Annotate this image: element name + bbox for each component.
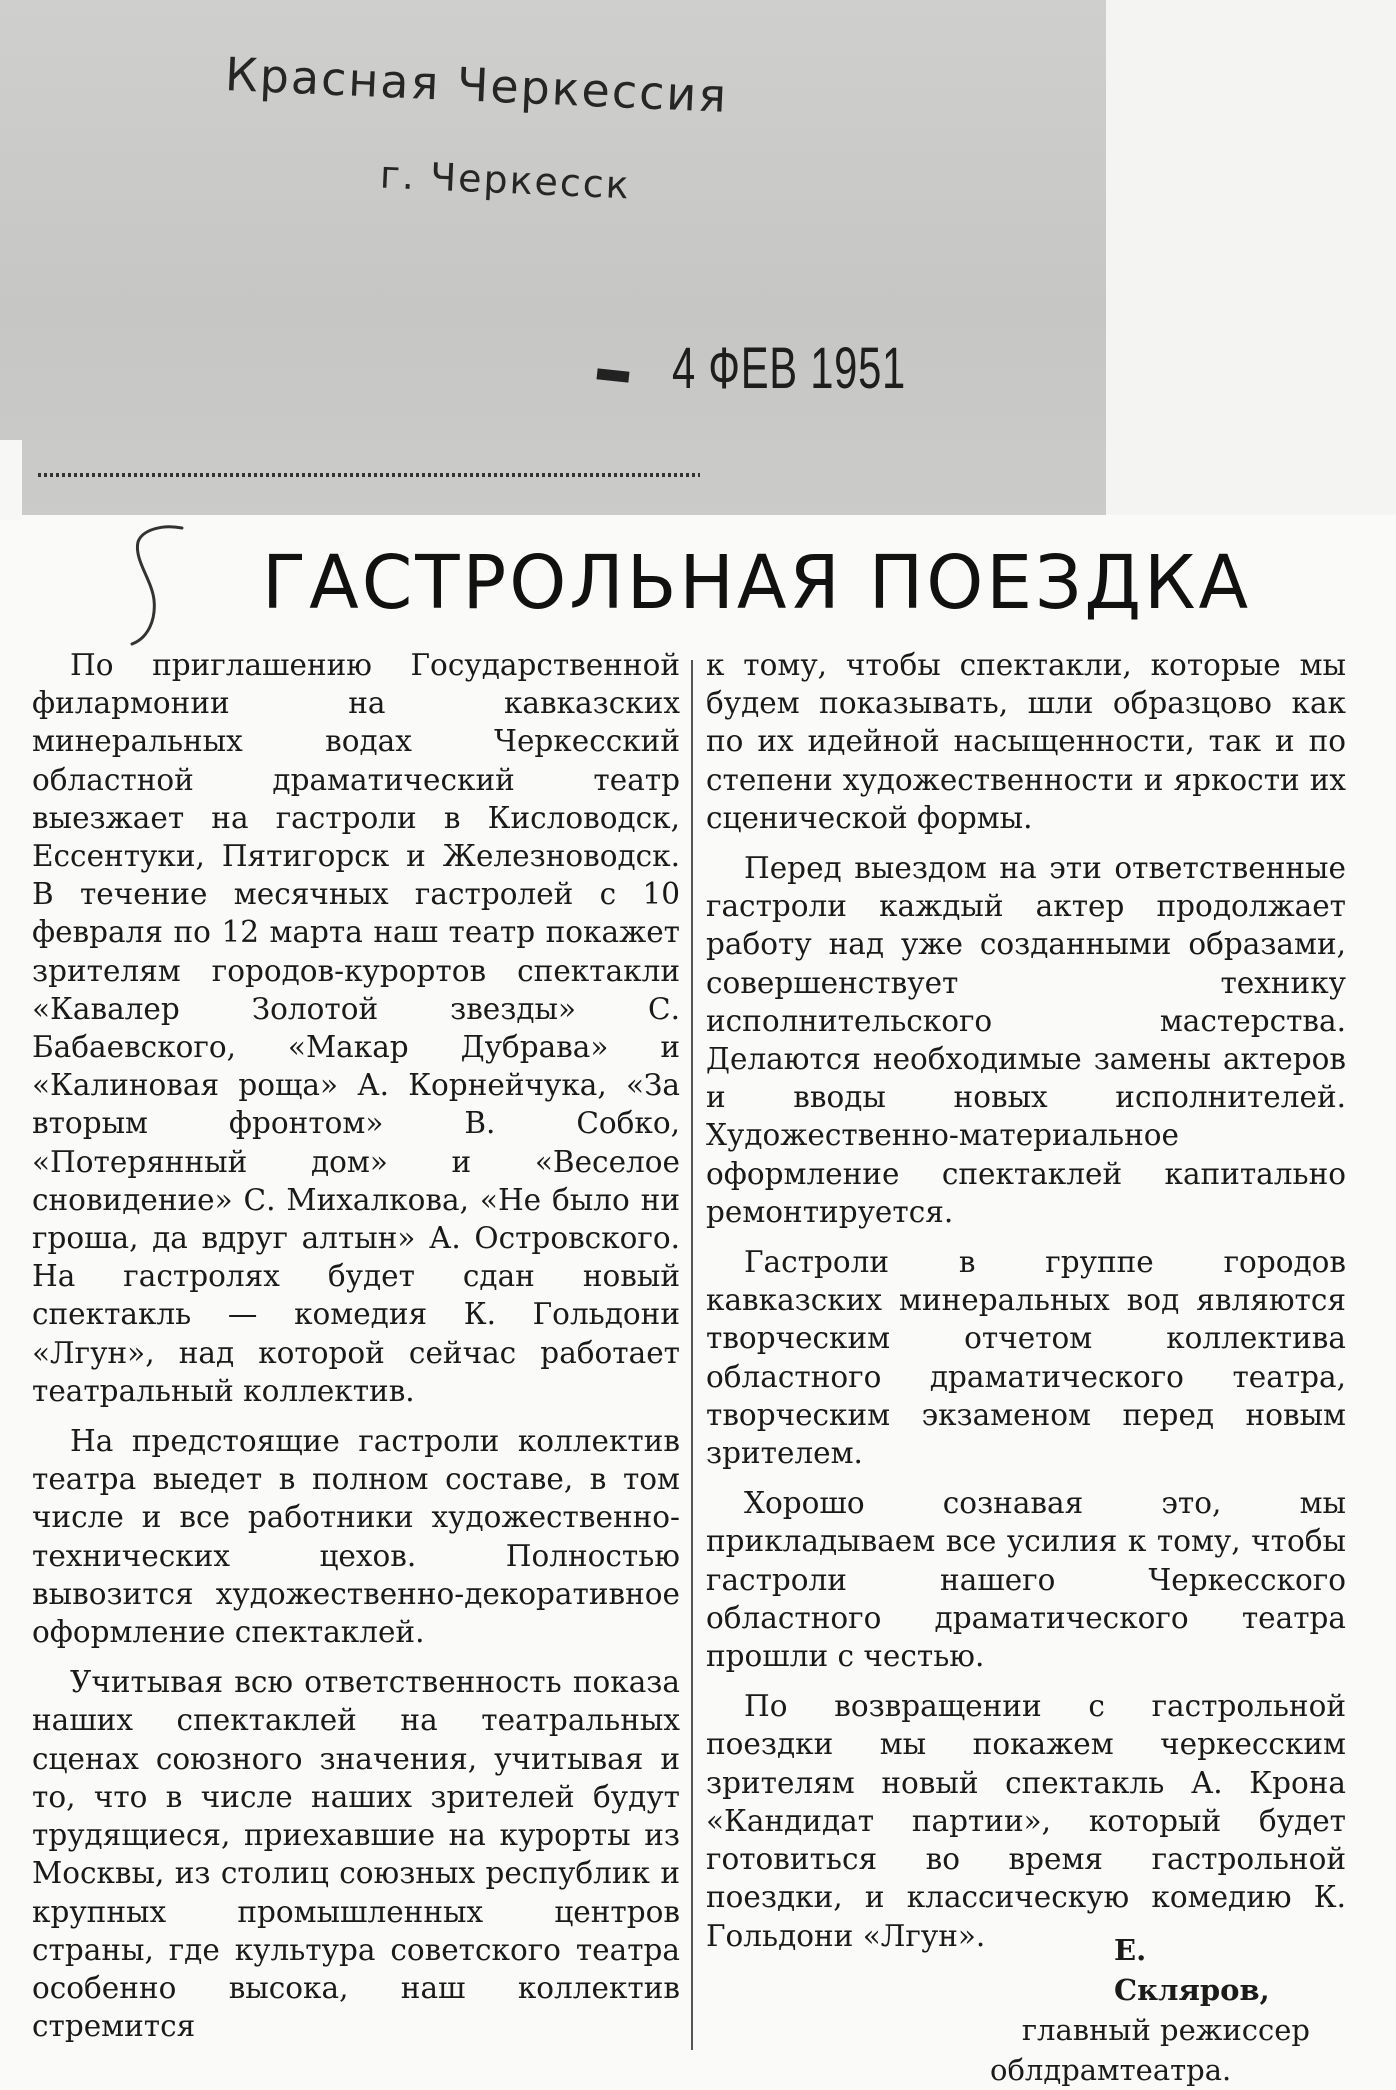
article-headline: ГАСТРОЛЬНАЯ ПОЕЗДКА [262, 540, 1251, 626]
author-name: Е. Скляров, [1114, 1933, 1270, 2007]
newspaper-city: г. Черкесск [379, 152, 632, 208]
author-signature [990, 1930, 1310, 2090]
paragraph: Гастроли в группе городов кавказских минеральных вод являются творческим отчетом коллектива областного драматического театра, творческим экзаменом перед новым зрителем. [706, 1245, 1346, 1471]
author-title: главный режиссер [1021, 2013, 1310, 2047]
handwritten-mark [112, 520, 202, 650]
author-organization: облдрамтеатра. [990, 2053, 1232, 2087]
paragraph: Перед выездом на эти ответственные гастроли каждый актер продолжает работу над уже созданными образами, совершенствует технику исполнительского мастерства. Делаются необходимые замены актеров и вводы новых исполнителей. Художественно-материальное оформление спектаклей капитально ремонтируется. [706, 851, 1346, 1229]
paragraph: На предстоящие гастроли коллектив театра выедет в полном составе, в том числе и все работники художественно-технических цехов. Полностью вывозится художественно-декоративное оформление спектаклей. [32, 1424, 680, 1650]
paragraph: Хорошо сознавая это, мы прикладываем все усилия к тому, чтобы гастроли нашего Черкесского областного драматического театра прошли с честью. [706, 1486, 1346, 1674]
article-left-column [32, 646, 680, 2057]
newspaper-name: Красная Черкессия [224, 47, 730, 123]
paper-margin [1106, 0, 1396, 515]
paragraph: По приглашению Государственной филармонии на кавказских минеральных водах Черкесский областной драматический театр выезжает на гастроли в Кисловодск, Ессентуки, Пятигорск и Железноводск. В течение месячных гастролей с 10 февраля по 12 марта наш театр покажет зрителям городов-курортов спектакли «Кавалер Золотой звезды» С. Бабаевского, «Макар Дубрава» и «Калиновая роща» А. Корнейчука, «За вторым фронтом» В. Собко, «Потерянный дом» и «Веселое сновидение» С. Михалкова, «Не было ни гроша, да вдруг алтын» А. Островского. На гастролях будет сдан новый спектакль — комедия К. Гольдони «Лгун», над которой сейчас работает театральный коллектив. [32, 648, 680, 1408]
article-right-column [706, 646, 1346, 1967]
paragraph-continuation: к тому, чтобы спектакли, которые мы будем показывать, шли образцово как по их идейной насыщенности, так и по степени художественности и яркости их сценической формы. [706, 648, 1346, 835]
paragraph: По возвращении с гастрольной поездки мы покажем черкесским зрителям новый спектакль А. Крона «Кандидат партии», который будет готовиться во время гастрольной поездки, и классическую комедию К. Гольдони «Лгун». [706, 1689, 1346, 1953]
paper-margin [0, 440, 22, 520]
paragraph: Учитывая всю ответственность показа наших спектаклей на театральных сценах союзного значения, учитывая и то, что в числе наших зрителей будут трудящиеся, приехавшие на курорты из Москвы, из столиц союзных республик и крупных промышленных центров страны, где культура советского театра особенно высока, наш коллектив стремится [32, 1665, 680, 2044]
stamp-date: 4 ФЕВ 1951 [672, 336, 906, 401]
column-divider [691, 660, 693, 2050]
dotted-rule [38, 473, 700, 477]
